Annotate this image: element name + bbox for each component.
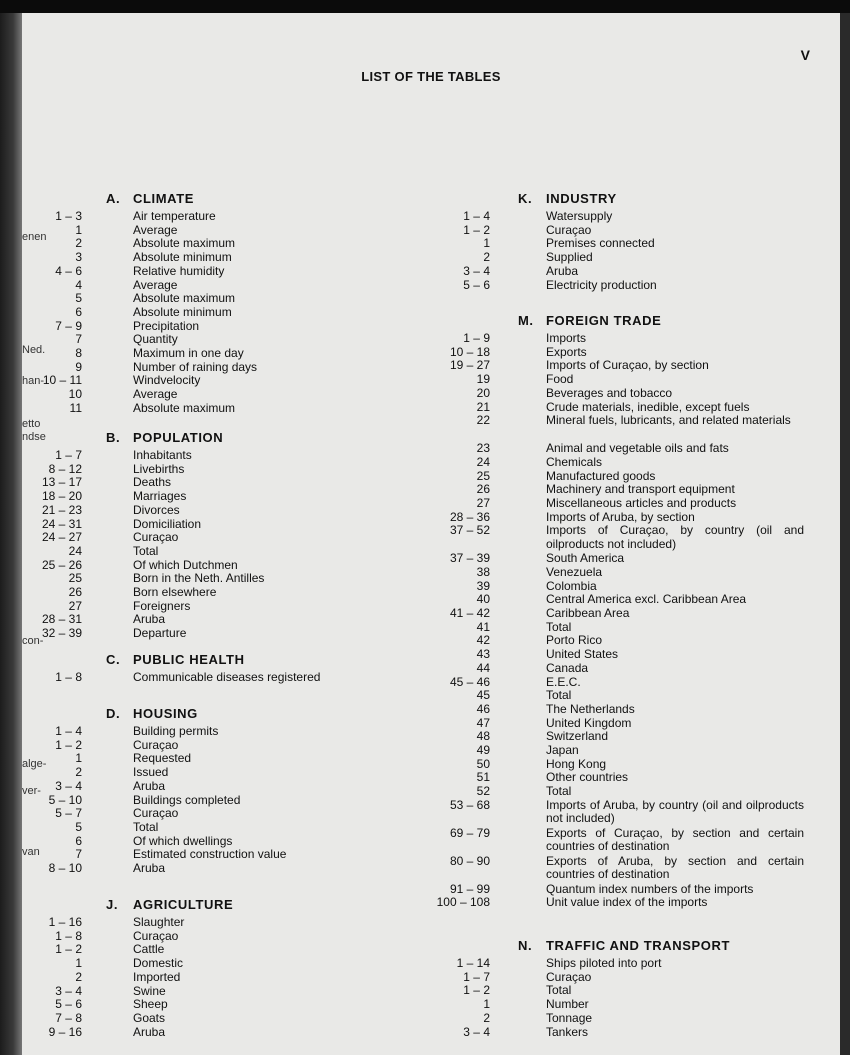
table-range: 37 – 52 [449, 523, 490, 538]
page-title: LIST OF THE TABLES [361, 69, 501, 84]
table-range: 52 [476, 784, 490, 799]
table-range: 25 [476, 468, 490, 483]
table-title: Imports of Aruba, by country (oil and oilproducts not included) [546, 797, 804, 826]
table-title: Total [546, 983, 572, 998]
table-range: 28 – 36 [449, 509, 490, 524]
table-title: Absolute maximum [133, 236, 236, 251]
table-title: Aruba [546, 263, 579, 278]
document-page [22, 13, 840, 1055]
table-range: 45 [476, 688, 490, 703]
table-range: 44 [476, 660, 490, 675]
table-range: 1 [75, 222, 82, 237]
table-range: 37 – 39 [449, 551, 490, 566]
table-range: 1 – 4 [55, 724, 82, 738]
table-range: 7 – 9 [55, 318, 82, 333]
table-title: Precipitation [133, 318, 200, 333]
table-title: Exports of Curaçao, by section and certain countries of destination [546, 825, 804, 854]
table-title: Curaçao [133, 530, 179, 545]
table-title: Sheep [133, 997, 168, 1012]
table-range: 8 [75, 346, 82, 360]
table-title: Watersupply [546, 209, 613, 223]
table-title: Total [546, 688, 572, 703]
section-heading: INDUSTRY [546, 191, 617, 206]
table-range: 7 [75, 332, 82, 347]
table-title: Quantum index numbers of the imports [546, 881, 754, 896]
table-range: 69 – 79 [449, 825, 490, 840]
margin-note: alge- [22, 758, 47, 770]
table-title: Total [133, 819, 159, 834]
table-range: 5 – 6 [55, 997, 82, 1012]
table-range: 45 – 46 [449, 674, 490, 689]
table-range: 1 – 7 [55, 448, 82, 462]
table-range: 1 [75, 956, 82, 971]
table-range: 27 [68, 598, 82, 613]
table-title: Hong Kong [546, 756, 607, 771]
table-title: The Netherlands [546, 701, 635, 716]
table-range: 1 [75, 751, 82, 766]
table-range: 9 [75, 359, 82, 374]
table-range: 32 – 39 [41, 626, 82, 641]
table-range: 5 – 10 [48, 792, 82, 807]
table-range: 24 [68, 543, 82, 558]
table-range: 10 – 18 [449, 344, 490, 359]
table-title: Curaçao [133, 806, 179, 821]
table-range: 1 – 4 [463, 209, 490, 223]
scan-right-border [840, 13, 850, 1055]
table-title: Imports [546, 331, 587, 345]
margin-note: ndse [22, 431, 46, 443]
table-title: Marriages [133, 489, 187, 504]
table-title: Cattle [133, 942, 165, 957]
section-letter: B. [106, 430, 121, 445]
table-range: 3 – 4 [55, 778, 82, 793]
margin-note: ver- [22, 785, 41, 797]
table-range: 43 [476, 647, 490, 662]
section-letter: C. [106, 652, 121, 667]
table-range: 11 [69, 400, 82, 415]
table-range: 7 [75, 847, 82, 862]
table-title: Communicable diseases registered [133, 670, 321, 684]
table-title: Domestic [133, 956, 184, 971]
table-range: 80 – 90 [449, 853, 490, 868]
table-title: Absolute minimum [133, 250, 232, 265]
table-title: Central America excl. Caribbean Area [546, 592, 747, 607]
table-range: 46 [476, 701, 490, 716]
table-range: 1 – 2 [55, 737, 82, 752]
table-range: 51 [476, 770, 490, 785]
margin-note: con- [22, 635, 44, 647]
table-title: Livebirths [133, 461, 185, 476]
table-title: Imports of Curaçao, by country (oil and oilproducts not included) [546, 523, 804, 551]
table-range: 6 [75, 833, 82, 848]
table-title: Premises connected [546, 236, 655, 251]
table-range: 38 [476, 564, 490, 579]
table-title: Curaçao [546, 969, 592, 984]
table-title: Tankers [546, 1024, 589, 1039]
table-range: 47 [476, 715, 490, 730]
table-title: Beverages and tobacco [546, 385, 673, 400]
table-title: Aruba [133, 612, 166, 627]
table-range: 5 [75, 819, 82, 834]
table-title: Aruba [133, 1024, 166, 1039]
table-range: 1 – 2 [463, 983, 490, 998]
table-title: Switzerland [546, 729, 609, 744]
table-range: 26 [476, 482, 490, 497]
margin-note: etto [22, 418, 41, 430]
table-title: Ships piloted into port [546, 956, 662, 970]
table-range: 10 [68, 387, 82, 402]
table-range: 1 – 2 [463, 222, 490, 237]
table-title: Born elsewhere [133, 585, 217, 599]
table-title: Goats [133, 1010, 166, 1025]
section-heading: AGRICULTURE [133, 897, 234, 912]
table-range: 53 – 68 [449, 797, 490, 812]
table-range: 25 [68, 571, 82, 586]
section-heading: TRAFFIC AND TRANSPORT [546, 938, 730, 953]
table-title: Machinery and transport equipment [546, 482, 735, 497]
table-title: Curaçao [133, 737, 179, 752]
table-title: Colombia [546, 578, 597, 593]
table-title: Crude materials, inedible, except fuels [546, 399, 750, 414]
table-title: Exports [546, 344, 587, 359]
table-range: 3 – 4 [463, 263, 490, 278]
table-title: Food [546, 372, 574, 387]
table-range: 24 [476, 454, 490, 469]
table-title: Slaughter [133, 915, 185, 929]
table-title: Supplied [546, 250, 593, 265]
table-range: 19 – 27 [449, 358, 490, 373]
table-title: United States [546, 647, 619, 662]
table-title: Manufactured goods [546, 468, 656, 483]
section-letter: D. [106, 706, 121, 721]
table-range: 40 [476, 592, 490, 607]
section-letter: A. [106, 191, 121, 206]
table-title: Imports of Curaçao, by section [546, 358, 709, 373]
table-range: 7 – 8 [55, 1010, 82, 1025]
table-range: 48 [476, 729, 490, 744]
table-title: Foreigners [133, 598, 191, 613]
book-spine-edge [0, 13, 22, 1055]
table-title: Canada [546, 660, 589, 675]
table-title: Air temperature [133, 209, 216, 223]
table-range: 1 – 8 [55, 928, 82, 943]
table-range: 42 [476, 633, 490, 648]
table-title: Of which dwellings [133, 833, 233, 848]
section-heading: FOREIGN TRADE [546, 313, 662, 328]
table-title: Porto Rico [546, 633, 603, 648]
table-title: United Kingdom [546, 715, 632, 730]
table-range: 3 – 4 [463, 1024, 490, 1039]
table-range: 49 [476, 743, 490, 757]
table-title: Curaçao [133, 928, 179, 943]
table-range: 4 [75, 277, 82, 292]
section-letter: J. [106, 897, 119, 912]
table-range: 1 – 9 [463, 331, 490, 345]
table-range: 22 [476, 413, 490, 428]
table-title: Number of raining days [133, 359, 258, 374]
table-title: Electricity production [546, 277, 657, 292]
table-title: Relative humidity [133, 263, 225, 278]
table-range: 3 – 4 [55, 983, 82, 998]
table-range: 5 [75, 291, 82, 306]
section-heading: CLIMATE [133, 191, 195, 206]
table-range: 2 [75, 969, 82, 984]
table-range: 2 [75, 765, 82, 780]
table-range: 41 – 42 [449, 606, 490, 620]
margin-note: van [22, 846, 40, 858]
table-title: Divorces [133, 502, 180, 517]
table-title: Born in the Neth. Antilles [133, 571, 265, 586]
table-range: 24 – 31 [41, 516, 82, 531]
table-range: 39 [476, 578, 490, 593]
table-range: 20 [476, 385, 490, 400]
table-title: E.E.C. [546, 674, 581, 689]
table-title: Building permits [133, 724, 219, 738]
table-title: Tonnage [546, 1010, 593, 1025]
table-range: 1 [483, 997, 490, 1012]
table-title: Inhabitants [133, 448, 192, 462]
table-range: 23 [476, 441, 490, 456]
table-range: 2 [483, 250, 490, 265]
table-range: 2 [483, 1010, 490, 1025]
table-title: Total [133, 543, 159, 558]
section-heading: POPULATION [133, 430, 224, 445]
table-range: 26 [68, 585, 82, 599]
table-range: 2 [75, 236, 82, 251]
table-title: Absolute maximum [133, 400, 236, 415]
table-range: 27 [476, 495, 490, 510]
table-title: Aruba [133, 861, 166, 875]
table-range: 25 – 26 [41, 557, 82, 572]
section-letter: M. [518, 313, 534, 328]
table-title: Absolute maximum [133, 291, 236, 306]
table-range: 100 – 108 [436, 895, 490, 910]
table-range: 1 [483, 236, 490, 251]
page-number: V [800, 47, 810, 63]
table-title: Issued [133, 765, 169, 780]
table-title: Unit value index of the imports [546, 895, 708, 910]
table-title: Number [546, 997, 589, 1012]
table-range: 1 – 8 [55, 670, 82, 684]
table-title: Windvelocity [133, 373, 201, 388]
table-range: 8 – 12 [48, 461, 82, 476]
table-range: 3 [75, 250, 82, 265]
table-title: Departure [133, 626, 187, 641]
table-range: 13 – 17 [41, 475, 82, 490]
table-range: 1 – 7 [463, 969, 490, 984]
table-title: Absolute minimum [133, 304, 232, 319]
table-title: Average [133, 222, 178, 237]
table-title: Mineral fuels, lubricants, and related materials [546, 413, 791, 428]
table-title: Miscellaneous articles and products [546, 495, 737, 510]
table-range: 10 – 11 [42, 373, 82, 388]
table-title: Total [546, 784, 572, 799]
section-letter: N. [518, 938, 533, 953]
table-title: Chemicals [546, 454, 603, 469]
table-range: 1 – 16 [48, 915, 82, 929]
table-title: Caribbean Area [546, 606, 630, 620]
table-range: 4 – 6 [55, 263, 82, 278]
scan-top-border [0, 0, 850, 13]
table-title: Requested [133, 751, 192, 766]
margin-note: Ned. [22, 344, 46, 356]
margin-note: enen [22, 231, 47, 243]
table-title: South America [546, 551, 625, 566]
table-title: Domiciliation [133, 516, 202, 531]
table-title: Maximum in one day [133, 346, 244, 360]
table-range: 21 [476, 399, 490, 414]
margin-note: han- [22, 375, 45, 387]
table-title: Japan [546, 743, 579, 757]
table-title: Exports of Aruba, by section and certain countries of destination [546, 853, 804, 882]
table-title: Swine [133, 983, 166, 998]
table-range: 1 – 14 [456, 956, 490, 970]
table-range: 28 – 31 [41, 612, 82, 627]
table-range: 19 [476, 372, 490, 387]
table-title: Estimated construction value [133, 847, 287, 862]
table-range: 6 [75, 304, 82, 319]
section-heading: PUBLIC HEALTH [133, 652, 245, 667]
table-range: 1 – 3 [55, 209, 82, 223]
table-title: Curaçao [546, 222, 592, 237]
table-range: 41 [476, 619, 490, 634]
table-range: 1 – 2 [55, 942, 82, 957]
table-title: Imports of Aruba, by section [546, 509, 695, 524]
table-title: Animal and vegetable oils and fats [546, 441, 729, 456]
table-title: Aruba [133, 778, 166, 793]
table-range: 21 – 23 [41, 502, 82, 517]
section-letter: K. [518, 191, 533, 206]
table-title: Imported [133, 969, 181, 984]
table-title: Quantity [133, 332, 178, 347]
table-title: Average [133, 277, 178, 292]
table-title: Total [546, 619, 572, 634]
table-title: Deaths [133, 475, 172, 490]
table-range: 5 – 7 [55, 806, 82, 821]
table-title: Venezuela [546, 564, 603, 579]
table-title: Of which Dutchmen [133, 557, 238, 572]
section-heading: HOUSING [133, 706, 198, 721]
table-range: 91 – 99 [449, 881, 490, 896]
table-range: 18 – 20 [41, 489, 82, 504]
table-range: 50 [476, 756, 490, 771]
table-title: Average [133, 387, 178, 402]
table-range: 5 – 6 [463, 277, 490, 292]
table-range: 9 – 16 [48, 1024, 82, 1039]
table-title: Buildings completed [133, 792, 241, 807]
table-range: 8 – 10 [48, 861, 82, 875]
table-title: Other countries [546, 770, 629, 785]
table-range: 24 – 27 [41, 530, 82, 545]
